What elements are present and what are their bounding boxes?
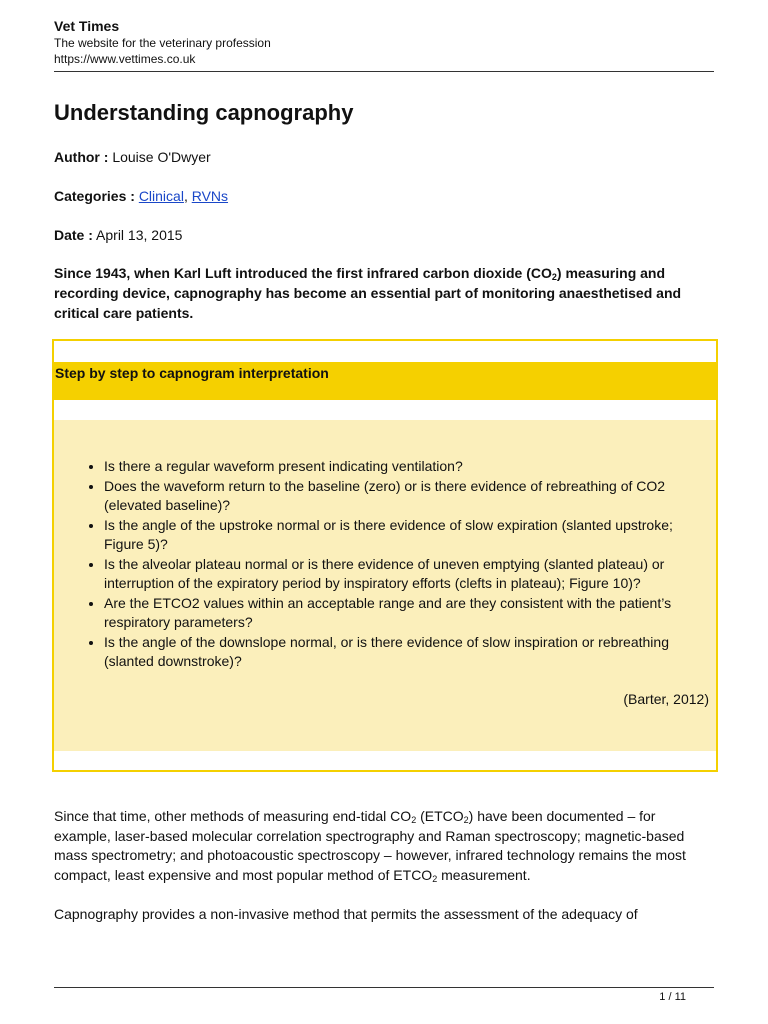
list-item: • Does the waveform return to the baseline (zero) or is there evidence of rebreathing of CO2 (elevated baseline)? xyxy=(104,477,714,516)
categories-label: Categories : xyxy=(54,188,135,204)
body-paragraph-2: Capnography provides a non-invasive method that permits the assessment of the adequacy of xyxy=(54,906,638,922)
box-title: Step by step to capnogram interpretation xyxy=(55,365,329,381)
body-paragraph xyxy=(54,807,714,885)
para-text: (ETCO xyxy=(416,808,464,824)
site-tagline: The website for the veterinary profession xyxy=(54,36,271,50)
list-item: • Is the alveolar plateau normal or is there evidence of uneven emptying (slanted plateau) or interruption of the expiratory period by inspiratory efforts (clefts in plateau); Figure 10)? xyxy=(104,555,714,594)
list-item: • Is there a regular waveform present indicating ventilation? xyxy=(104,457,714,477)
category-separator: , xyxy=(183,188,188,204)
lead-subscript: 2 xyxy=(551,272,557,282)
author-label: Author : xyxy=(54,149,109,165)
categories-row xyxy=(54,187,228,205)
para-text: measurement. xyxy=(437,866,531,883)
list-item: • Is the angle of the downslope normal, or is there evidence of slow inspiration or rebreathing (slanted downstroke)? xyxy=(104,633,714,672)
para-text: ) have been documented – for example, laser-based molecular correlation spectrography and Raman spectroscopy; magnetic-based mass spectrometry; and photoacoustic spectroscopy – however, infrared technology remains the most compact, least expensive and most popular method of ETCO xyxy=(54,808,686,883)
para-text: Since that time, other methods of measuring end-tidal CO xyxy=(54,808,412,824)
subscript: 2 xyxy=(463,815,469,825)
date-row xyxy=(54,226,182,244)
site-header xyxy=(54,18,714,67)
site-url: https://www.vettimes.co.uk xyxy=(54,52,196,66)
lead-text-2: ) measuring and recording device, capnography has become an essential part of monitoring anaesthetised and critical care patients. xyxy=(54,265,682,321)
author-name: Louise O'Dwyer xyxy=(112,149,211,165)
subscript: 2 xyxy=(411,815,417,825)
category-link-rvns[interactable]: RVNs xyxy=(191,188,229,204)
list-item: • Is the angle of the upstroke normal or is there evidence of slow expiration (slanted upstroke; Figure 5)? xyxy=(104,516,714,555)
site-title: Vet Times xyxy=(54,18,120,34)
page-number: 1 / 11 xyxy=(659,991,686,1003)
category-link-clinical[interactable]: Clinical xyxy=(138,188,184,204)
subscript: 2 xyxy=(432,873,438,884)
list-item: • Are the ETCO2 values within an acceptable range and are they consistent with the patient’s respiratory parameters? xyxy=(104,594,714,633)
footer-divider xyxy=(54,987,714,988)
author-row xyxy=(54,148,211,166)
article-title: Understanding capnography xyxy=(54,100,354,125)
interpretation-list xyxy=(54,457,714,672)
box-content xyxy=(54,420,716,751)
header-divider xyxy=(54,71,714,72)
article-date: April 13, 2015 xyxy=(96,227,183,243)
lead-text-1: Since 1943, when Karl Luft introduced the first infrared carbon dioxide (CO xyxy=(54,265,552,281)
box-header xyxy=(54,362,716,400)
date-label: Date : xyxy=(54,227,93,243)
box-citation: (Barter, 2012) xyxy=(623,691,709,707)
interpretation-box xyxy=(52,339,718,772)
lead-paragraph xyxy=(54,263,714,323)
